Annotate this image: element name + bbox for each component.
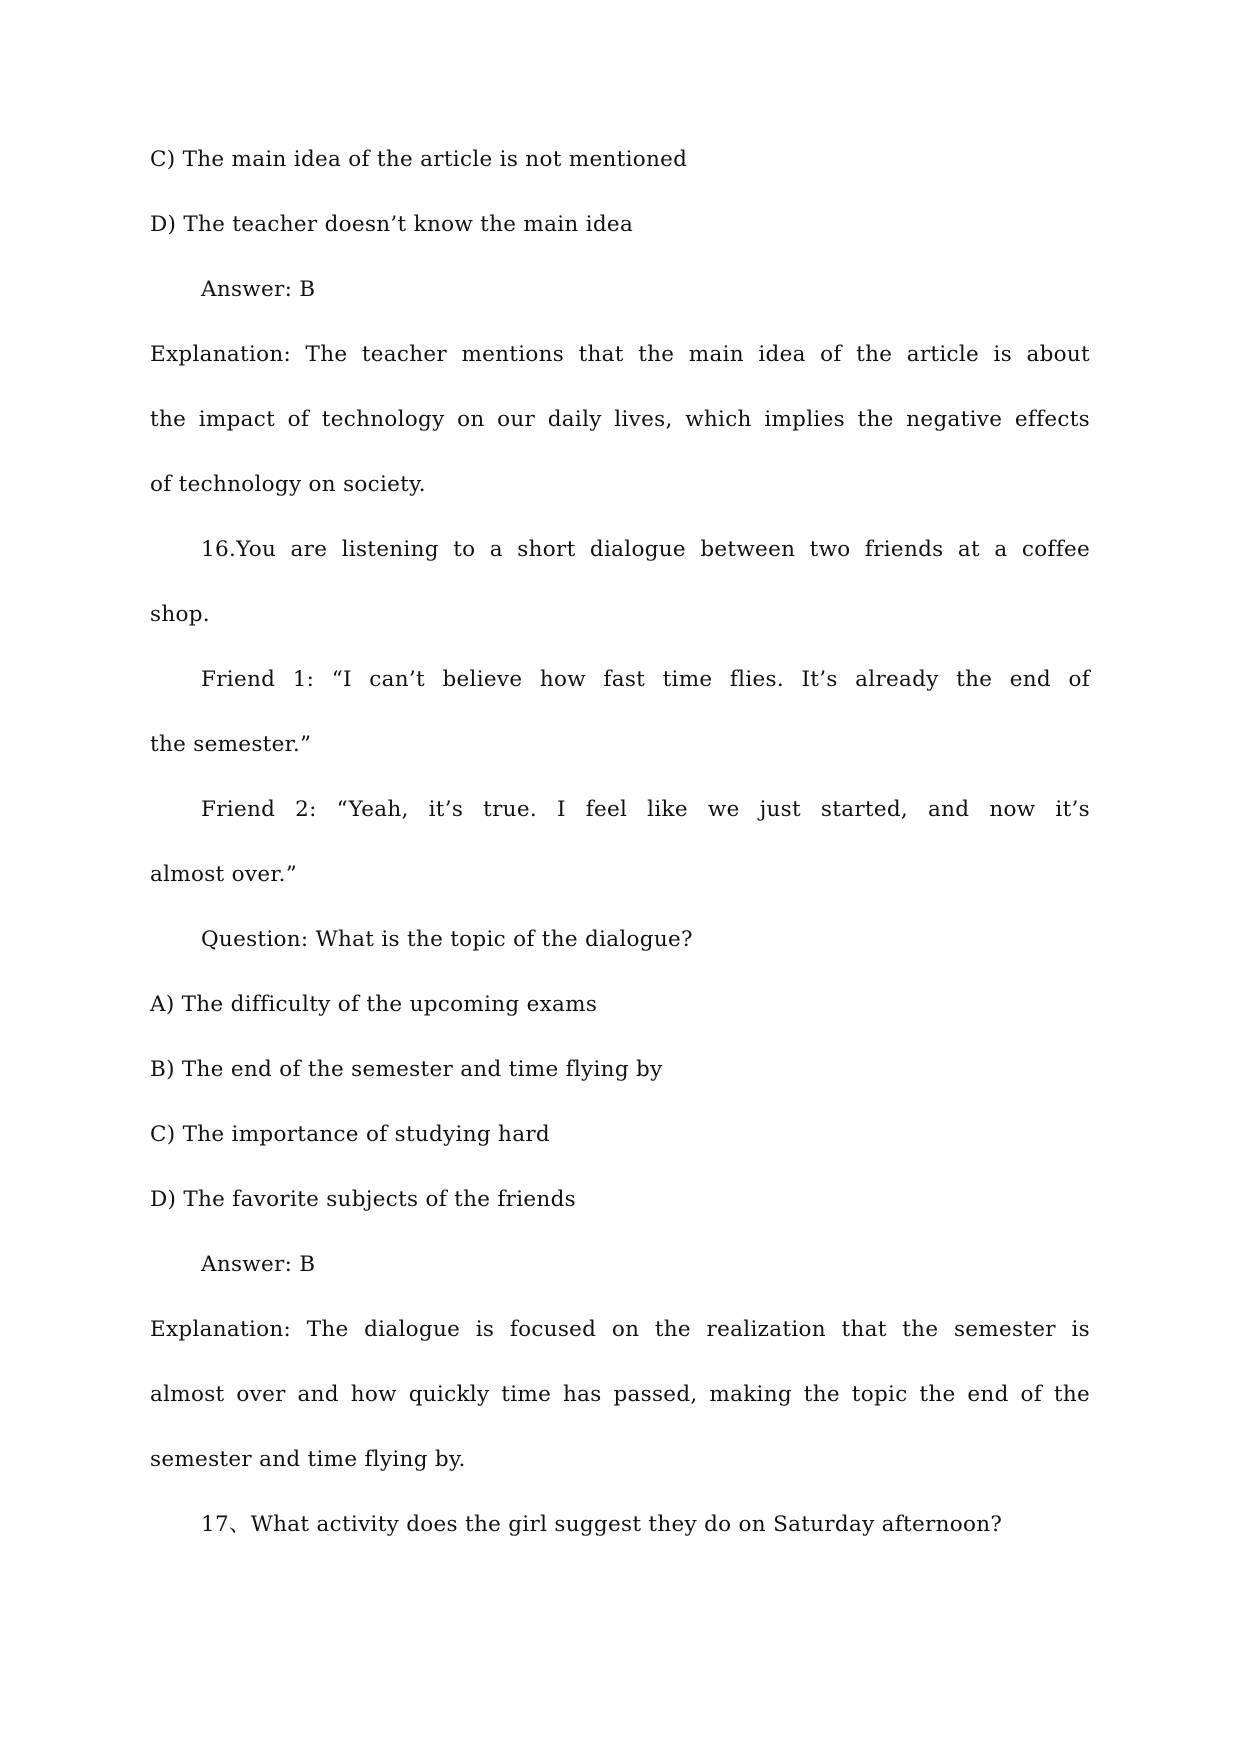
option-c-line: C) The main idea of the article is not mentioned (150, 147, 688, 172)
dialogue-friend-2-line: Friend 2: “Yeah, it’s true. I feel like we just started, and now it’s (201, 797, 1090, 822)
explanation-line: the impact of technology on our daily lives, which implies the negative effects (150, 407, 1090, 432)
dialogue-friend-1-line: Friend 1: “I can’t believe how fast time flies. It’s already the end of (201, 667, 1090, 692)
option-b-line: B) The end of the semester and time flying by (150, 1057, 663, 1082)
option-c-line: C) The importance of studying hard (150, 1122, 550, 1147)
explanation-line: Explanation: The teacher mentions that the main idea of the article is about (150, 342, 1090, 367)
question-line: Question: What is the topic of the dialogue? (201, 927, 693, 952)
dialogue-friend-1-line: the semester.” (150, 732, 312, 757)
option-d-line: D) The favorite subjects of the friends (150, 1187, 576, 1212)
explanation-line: Explanation: The dialogue is focused on the realization that the semester is (150, 1317, 1090, 1342)
option-d-line: D) The teacher doesn’t know the main idea (150, 212, 634, 237)
answer-line: Answer: B (201, 277, 316, 302)
question-16-line: shop. (150, 602, 210, 627)
option-a-line: A) The difficulty of the upcoming exams (150, 992, 598, 1017)
page-body (150, 148, 1090, 1578)
question-17-line: 17、What activity does the girl suggest they do on Saturday afternoon? (201, 1512, 1003, 1537)
question-16-line: 16.You are listening to a short dialogue between two friends at a coffee (201, 537, 1090, 562)
answer-line: Answer: B (201, 1252, 316, 1277)
explanation-line: of technology on society. (150, 472, 426, 497)
dialogue-friend-2-line: almost over.” (150, 862, 297, 887)
explanation-line: semester and time flying by. (150, 1447, 466, 1472)
explanation-line: almost over and how quickly time has passed, making the topic the end of the (150, 1382, 1090, 1407)
